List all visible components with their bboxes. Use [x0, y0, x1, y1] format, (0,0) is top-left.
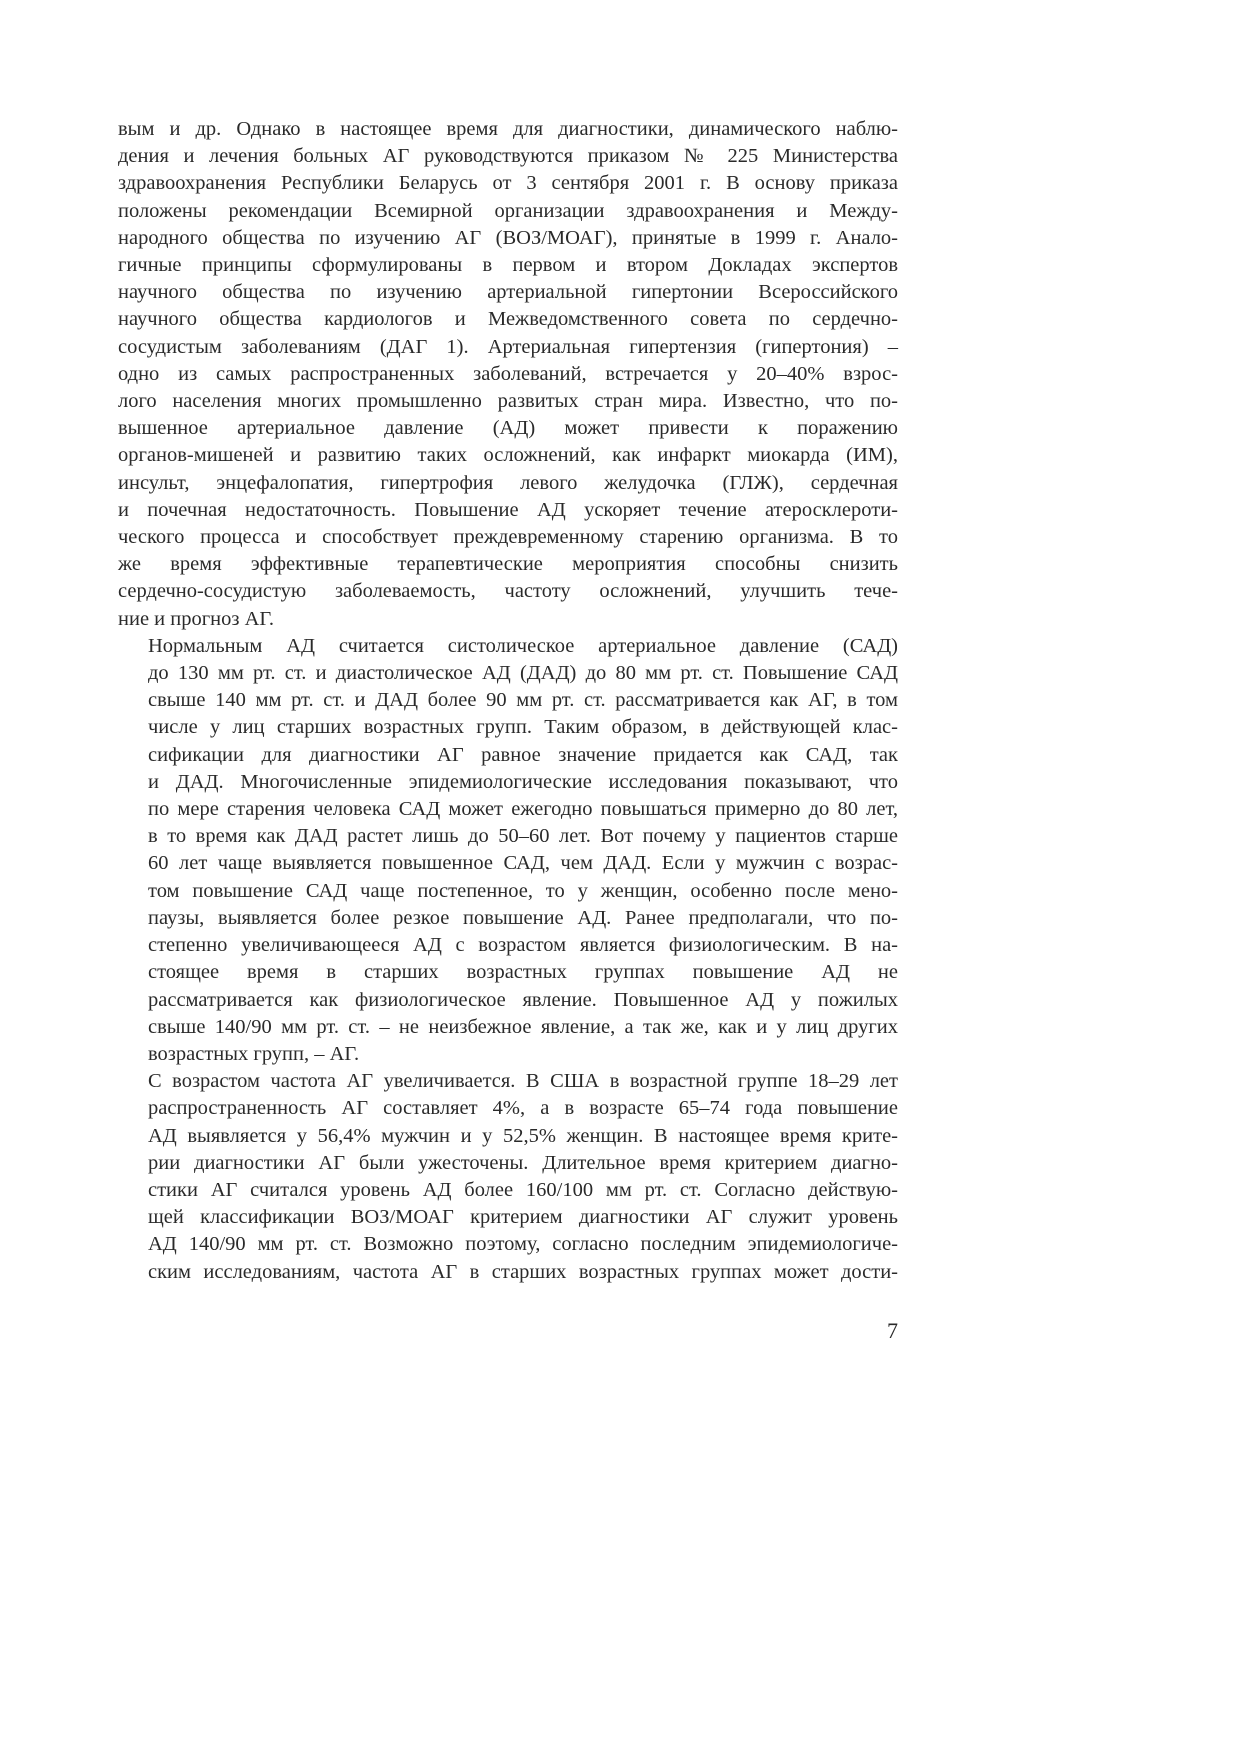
text-line: здравоохранения Республики Беларусь от 3 сентября 2001 г. В основу приказа — [118, 172, 898, 195]
text-line: свыше 140 мм рт. ст. и ДАД более 90 мм рт. ст. рассматривается как АГ, в том — [148, 689, 898, 712]
paragraph-1 — [118, 116, 898, 633]
text-line: положены рекомендации Всемирной организации здравоохранения и Между- — [118, 199, 898, 222]
text-line: одно из самых распространенных заболеваний, встречается у 20–40% взрос- — [118, 362, 898, 385]
text-line: распространенность АГ составляет 4%, а в возрасте 65–74 года повышение — [148, 1097, 898, 1120]
text-line: стоящее время в старших возрастных группах повышение АД не — [148, 961, 898, 984]
text-line: рассматривается как физиологическое явление. Повышенное АД у пожилых — [148, 988, 898, 1011]
text-line: сердечно-сосудистую заболеваемость, частоту осложнений, улучшить тече- — [118, 580, 898, 603]
text-line: народного общества по изучению АГ (ВОЗ/МОАГ), принятые в 1999 г. Анало- — [118, 226, 898, 249]
text-line: и почечная недостаточность. Повышение АД ускоряет течение атеросклероти- — [118, 498, 898, 521]
text-line: по мере старения человека САД может ежегодно повышаться примерно до 80 лет, — [148, 798, 898, 821]
paragraph-2 — [118, 633, 898, 1068]
text-line: вышенное артериальное давление (АД) может привести к поражению — [118, 417, 898, 440]
text-line: сосудистым заболеваниям (ДАГ 1). Артериальная гипертензия (гипертония) – — [118, 335, 898, 358]
text-line: Нормальным АД считается систолическое артериальное давление (САД) — [148, 634, 898, 657]
text-line: стики АГ считался уровень АД более 160/100 мм рт. ст. Согласно действую- — [148, 1178, 898, 1201]
text-line: АД выявляется у 56,4% мужчин и у 52,5% женщин. В настоящее время крите- — [148, 1124, 898, 1147]
text-line: дения и лечения больных АГ руководствуются приказом № 225 Министерства — [118, 145, 898, 168]
text-line: органов-мишеней и развитию таких осложнений, как инфаркт миокарда (ИМ), — [118, 444, 898, 467]
text-line: научного общества по изучению артериальной гипертонии Всероссийского — [118, 281, 898, 304]
page-number: 7 — [887, 1318, 898, 1343]
text-line: ние и прогноз АГ. — [118, 607, 275, 630]
text-line: сификации для диагностики АГ равное значение придается как САД, так — [148, 743, 898, 766]
text-line: до 130 мм рт. ст. и диастолическое АД (ДАД) до 80 мм рт. ст. Повышение САД — [148, 662, 898, 685]
text-line: ским исследованиям, частота АГ в старших возрастных группах может дости- — [148, 1260, 898, 1283]
text-line: гичные принципы сформулированы в первом и втором Докладах экспертов — [118, 254, 898, 277]
text-line: степенно увеличивающееся АД с возрастом является физиологическим. В на- — [148, 934, 898, 957]
text-line: научного общества кардиологов и Межведомственного совета по сердечно- — [118, 308, 898, 331]
text-line: инсульт, энцефалопатия, гипертрофия левого желудочка (ГЛЖ), сердечная — [118, 471, 898, 494]
text-line: щей классификации ВОЗ/МОАГ критерием диагностики АГ служит уровень — [148, 1206, 898, 1229]
text-line: свыше 140/90 мм рт. ст. – не неизбежное явление, а так же, как и у лиц других — [148, 1015, 898, 1038]
text-line: возрастных групп, – АГ. — [148, 1042, 360, 1065]
text-line: 60 лет чаще выявляется повышенное САД, чем ДАД. Если у мужчин с возрас- — [148, 852, 898, 875]
text-line: лого населения многих промышленно развитых стран мира. Известно, что по- — [118, 390, 898, 413]
text-line: ческого процесса и способствует преждевременному старению организма. В то — [118, 526, 898, 549]
text-line: С возрастом частота АГ увеличивается. В США в возрастной группе 18–29 лет — [148, 1070, 898, 1093]
text-line: АД 140/90 мм рт. ст. Возможно поэтому, согласно последним эпидемиологиче- — [148, 1233, 898, 1256]
text-line: числе у лиц старших возрастных групп. Таким образом, в действующей клас- — [148, 716, 898, 739]
text-line: паузы, выявляется более резкое повышение АД. Ранее предполагали, что по- — [148, 906, 898, 929]
text-line: том повышение САД чаще постепенное, то у женщин, особенно после мено- — [148, 879, 898, 902]
text-line: в то время как ДАД растет лишь до 50–60 лет. Вот почему у пациентов старше — [148, 825, 898, 848]
body-text — [118, 116, 898, 1286]
text-line: и ДАД. Многочисленные эпидемиологические исследования показывают, что — [148, 770, 898, 793]
paragraph-3 — [118, 1068, 898, 1286]
text-line: же время эффективные терапевтические мероприятия способны снизить — [118, 553, 898, 576]
text-line: рии диагностики АГ были ужесточены. Длительное время критерием диагно- — [148, 1151, 898, 1174]
text-line: вым и др. Однако в настоящее время для диагностики, динамического наблю- — [118, 118, 898, 140]
